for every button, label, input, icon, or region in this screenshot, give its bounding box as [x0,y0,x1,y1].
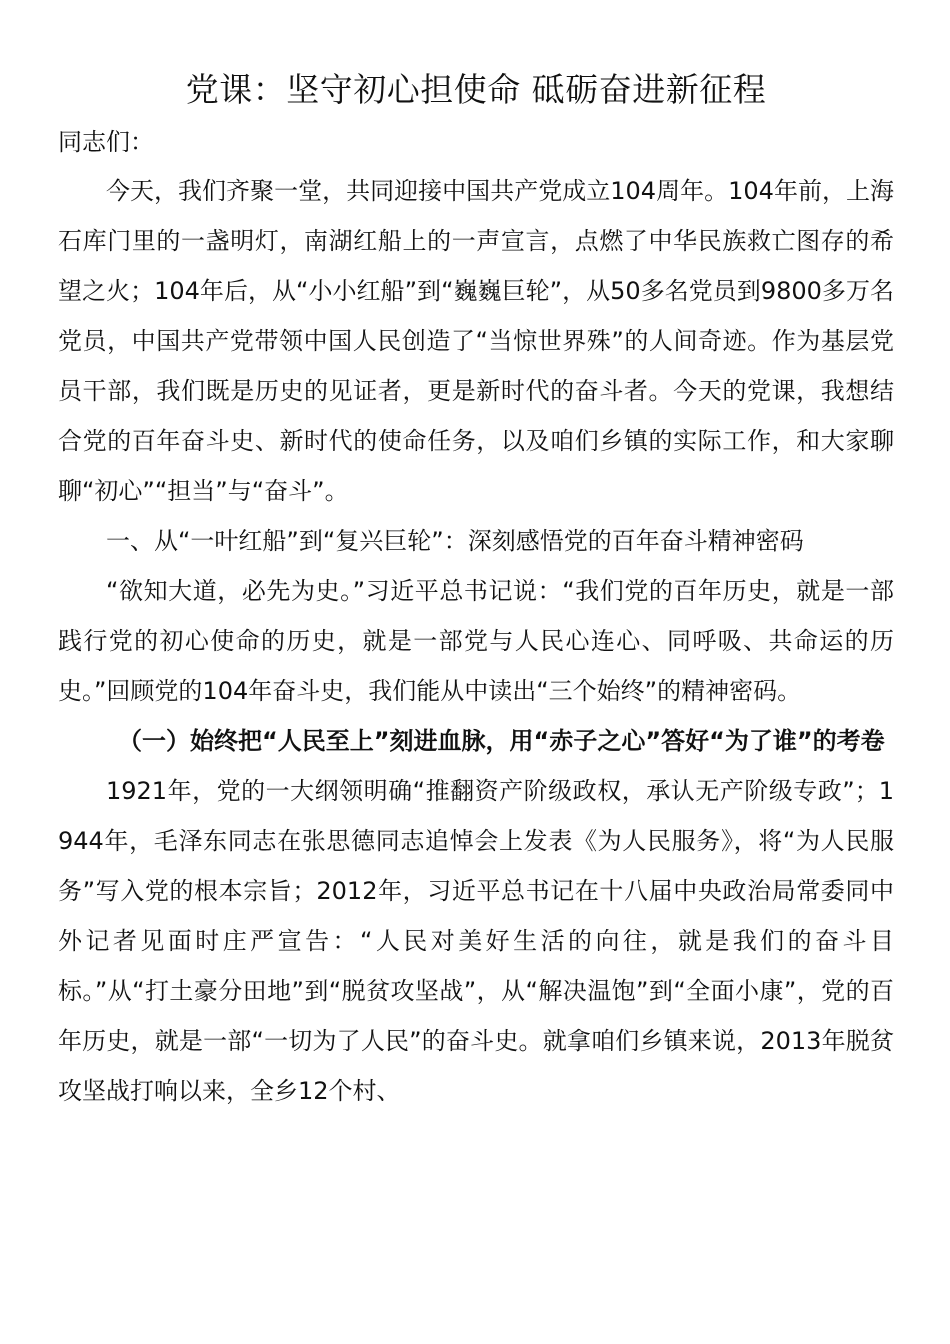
section-1-paragraph: “欲知大道，必先为史。”习近平总书记说：“我们党的百年历史，就是一部践行党的初心使命的历史，就是一部党与人民心连心、同呼吸、共命运的历史。”回顾党的104年奋斗史，我们能从中读出“三个始终”的精神密码。 [58,577,894,705]
subsection-1-paragraph: 1921年，党的一大纲领明确“推翻资产阶级政权，承认无产阶级专政”；1944年，毛泽东同志在张思德同志追悼会上发表《为人民服务》，将“为人民服务”写入党的根本宗旨；2012年，习近平总书记在十八届中央政治局常委同中外记者见面时庄严宣告：“人民对美好生活的向往，就是我们的奋斗目标。”从“打土豪分田地”到“脱贫攻坚战”，从“解决温饱”到“全面小康”，党的百年历史，就是一部“一切为了人民”的奋斗史。就拿咱们乡镇来说，2013年脱贫攻坚战打响以来，全乡12个村、 [58,777,894,1105]
intro-paragraph: 今天，我们齐聚一堂，共同迎接中国共产党成立104周年。104年前，上海石库门里的一盏明灯，南湖红船上的一声宣言，点燃了中华民族救亡图存的希望之火；104年后，从“小小红船”到“巍巍巨轮”，从50多名党员到9800多万名党员，中国共产党带领中国人民创造了“当惊世界殊”的人间奇迹。作为基层党员干部，我们既是历史的见证者，更是新时代的奋斗者。今天的党课，我想结合党的百年奋斗史、新时代的使命任务，以及咱们乡镇的实际工作，和大家聊聊“初心”“担当”与“奋斗”。 [58,177,894,505]
document-page [58,62,894,1116]
section-1-heading: 一、从“一叶红船”到“复兴巨轮”：深刻感悟党的百年奋斗精神密码 [106,527,804,555]
document-title: 党课：坚守初心担使命 砥砺奋进新征程 [185,70,767,109]
salutation: 同志们： [58,128,154,156]
subsection-1-heading: （一）始终把“人民至上”刻进血脉，用“赤子之心”答好“为了谁”的考卷 [118,727,885,755]
